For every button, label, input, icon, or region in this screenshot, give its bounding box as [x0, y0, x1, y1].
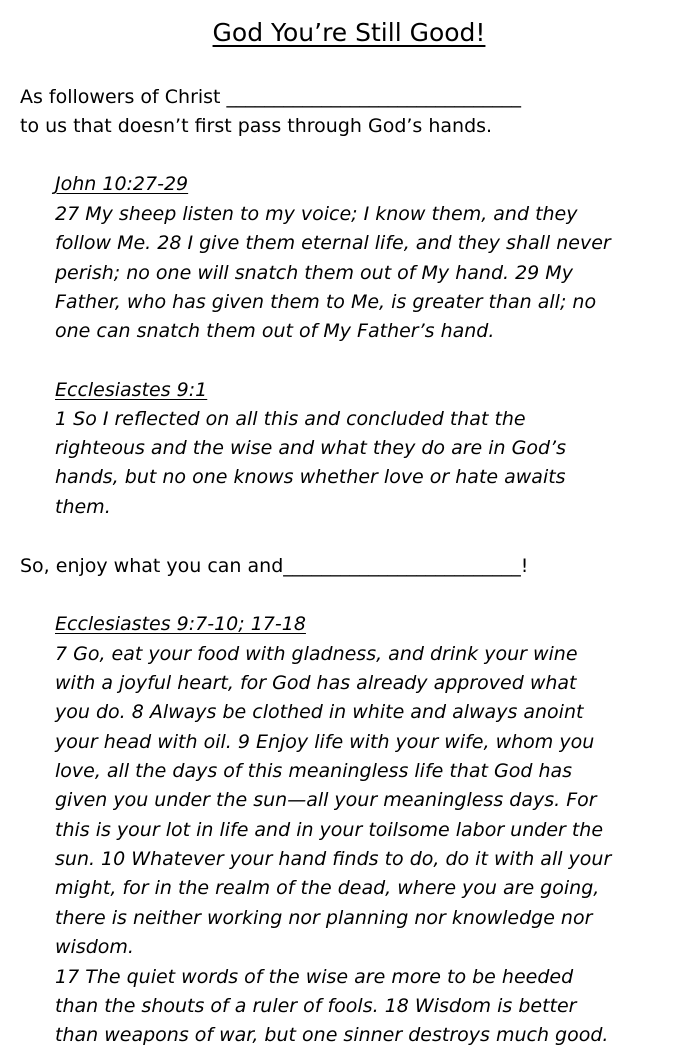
verse-line: them. [55, 496, 111, 518]
verse-line: 27 My sheep listen to my voice; I know them, and they [55, 203, 578, 225]
verse-line: follow Me. 28 I give them eternal life, and they shall never [55, 232, 611, 254]
verse-line: love, all the days of this meaningless life that God has [55, 760, 573, 782]
verse-line: 1 So I reflected on all this and concluded that the [55, 408, 526, 430]
verse-line: perish; no one will snatch them out of My hand. 29 My [55, 262, 573, 284]
scripture-reference-ecclesiastes-9-1: Ecclesiastes 9:1 [55, 379, 208, 401]
verse-line: there is neither working nor planning nor knowledge nor [55, 907, 593, 929]
verse-line: this is your lot in life and in your toilsome labor under the [55, 819, 604, 841]
verse-line: with a joyful heart, for God has already approved what [55, 672, 577, 694]
verse-line: sun. 10 Whatever your hand finds to do, do it with all your [55, 848, 612, 870]
verse-line: might, for in the realm of the dead, where you are going, [55, 877, 600, 899]
verse-line: one can snatch them out of My Father’s hand. [55, 320, 495, 342]
verse-line: your head with oil. 9 Enjoy life with your wife, whom you [55, 731, 595, 753]
verse-line: righteous and the wise and what they do are in God’s [55, 437, 566, 459]
intro-line-2: to us that doesn’t first pass through God’s hands. [20, 115, 493, 137]
verse-line: you do. 8 Always be clothed in white and always anoint [55, 701, 584, 723]
verse-line: wisdom. [55, 936, 134, 958]
verse-line: 17 The quiet words of the wise are more to be heeded [55, 966, 574, 988]
verse-line: hands, but no one knows whether love or hate awaits [55, 466, 566, 488]
verse-line: given you under the sun—all your meaningless days. For [55, 789, 597, 811]
verse-line: than weapons of war, but one sinner destroys much good. [55, 1024, 609, 1046]
scripture-reference-ecclesiastes-9-7: Ecclesiastes 9:7-10; 17-18 [55, 613, 306, 635]
fill-in-line: So, enjoy what you can and_________________________! [20, 555, 529, 577]
intro-line-1: As followers of Christ _______________________________ [20, 86, 522, 108]
verse-line: than the shouts of a ruler of fools. 18 Wisdom is better [55, 995, 577, 1017]
scripture-reference-john: John 10:27-29 [55, 173, 189, 195]
verse-line: Father, who has given them to Me, is greater than all; no [55, 291, 597, 313]
verse-line: 7 Go, eat your food with gladness, and drink your wine [55, 643, 578, 665]
page-title: God You’re Still Good! [212, 18, 486, 47]
